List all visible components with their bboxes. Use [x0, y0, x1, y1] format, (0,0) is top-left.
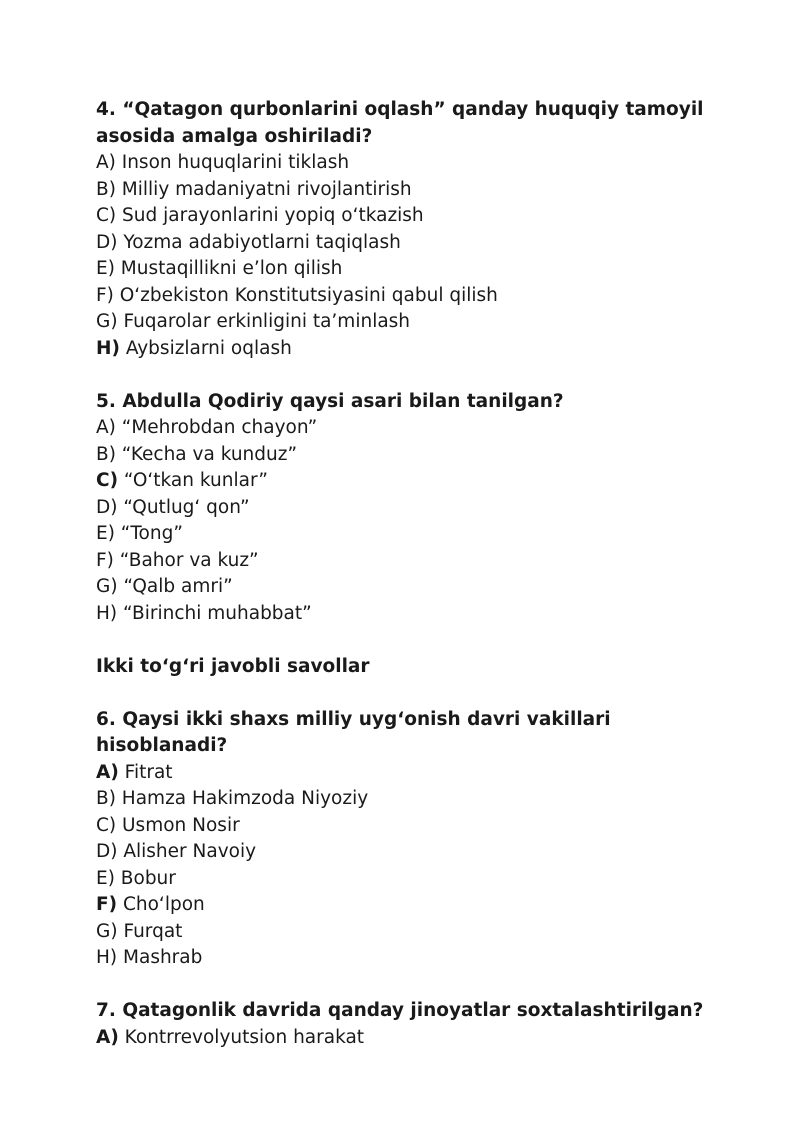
- option-letter: C): [96, 814, 117, 836]
- question-block: [96, 707, 736, 972]
- correct-option-letter: F): [96, 894, 118, 915]
- answer-option: [96, 919, 736, 946]
- section-heading: Ikki to‘g‘ri javobli savollar: [96, 655, 370, 677]
- option-text: Fitrat: [118, 761, 173, 783]
- option-letter: F): [96, 549, 114, 571]
- answer-option: [96, 521, 736, 548]
- answer-option: [96, 415, 736, 442]
- option-letter: B): [96, 443, 116, 465]
- question-title: 4. “Qatagon qurbonlarini oqlash” qanday huquqiy tamoyil asosida amalga oshiriladi?: [96, 99, 704, 147]
- option-text: “Qalb amri”: [117, 576, 233, 597]
- question-block: [96, 389, 736, 628]
- question-block: [96, 998, 736, 1051]
- option-letter: E): [96, 867, 115, 889]
- question-title: 6. Qaysi ikki shaxs milliy uyg‘onish davri vakillari hisoblanadi?: [96, 708, 611, 756]
- option-letter: E): [96, 523, 115, 544]
- answer-option: [96, 468, 736, 495]
- answer-option: [96, 839, 736, 866]
- spacer: [96, 680, 736, 707]
- answer-option: [96, 256, 736, 283]
- answer-option: [96, 1025, 736, 1052]
- option-text: “O‘tkan kunlar”: [118, 470, 268, 491]
- option-letter: H): [96, 947, 118, 968]
- option-letter: G): [96, 576, 118, 597]
- correct-option-letter: A): [96, 761, 119, 783]
- answer-option: [96, 548, 736, 575]
- option-text: “Birinchi muhabbat”: [117, 602, 312, 624]
- option-letter: C): [96, 205, 117, 226]
- answer-option: [96, 150, 736, 177]
- option-letter: G): [96, 311, 118, 332]
- answer-option: [96, 813, 736, 840]
- spacer: [96, 972, 736, 999]
- question-group-single-answer: [96, 97, 736, 627]
- option-text: Usmon Nosir: [116, 814, 240, 836]
- answer-option: [96, 177, 736, 204]
- answer-option: [96, 601, 736, 628]
- answer-option: [96, 230, 736, 257]
- option-letter: A): [96, 152, 116, 173]
- correct-option-letter: C): [96, 470, 119, 491]
- answer-option: [96, 495, 736, 522]
- spacer: [96, 362, 736, 389]
- option-text: Milliy madaniyatni rivojlantirish: [115, 178, 412, 200]
- option-text: O‘zbekiston Konstitutsiyasini qabul qilish: [113, 284, 498, 306]
- option-letter: D): [96, 841, 118, 862]
- option-text: Sud jarayonlarini yopiq o‘tkazish: [116, 205, 424, 226]
- answer-option: [96, 945, 736, 972]
- option-text: Inson huquqlarini tiklash: [115, 152, 350, 173]
- question-title: 7. Qatagonlik davrida qanday jinoyatlar soxtalashtirilgan?: [96, 1000, 704, 1021]
- answer-option: [96, 336, 736, 363]
- option-text: Mustaqillikni e’lon qilish: [114, 258, 343, 279]
- answer-option: [96, 442, 736, 469]
- option-text: “Bahor va kuz”: [113, 549, 259, 571]
- question-group-two-answers: [96, 707, 736, 1052]
- option-letter: A): [96, 417, 116, 438]
- option-letter: H): [96, 602, 118, 624]
- question-title: 5. Abdulla Qodiriy qaysi asari bilan tanilgan?: [96, 390, 564, 412]
- answer-option: [96, 786, 736, 813]
- option-letter: D): [96, 231, 118, 253]
- answer-option: [96, 866, 736, 893]
- option-letter: B): [96, 788, 116, 809]
- answer-option: [96, 203, 736, 230]
- correct-option-letter: H): [96, 337, 120, 359]
- option-text: Kontrrevolyutsion harakat: [118, 1026, 365, 1048]
- option-text: “Tong”: [114, 523, 183, 544]
- question-block: [96, 97, 736, 362]
- option-text: Furqat: [117, 920, 183, 942]
- spacer: [96, 627, 736, 654]
- option-letter: E): [96, 258, 115, 279]
- option-text: “Mehrobdan chayon”: [115, 417, 318, 438]
- answer-option: [96, 309, 736, 336]
- answer-option: [96, 892, 736, 919]
- option-text: “Qutlug‘ qon”: [117, 496, 250, 518]
- option-letter: D): [96, 496, 118, 518]
- answer-option: [96, 760, 736, 787]
- option-text: Cho‘lpon: [117, 894, 205, 915]
- option-text: “Kecha va kunduz”: [115, 443, 298, 465]
- answer-option: [96, 283, 736, 310]
- option-text: Hamza Hakimzoda Niyoziy: [115, 788, 369, 809]
- option-text: Fuqarolar erkinligini ta’minlash: [117, 311, 411, 332]
- correct-option-letter: A): [96, 1026, 119, 1048]
- option-letter: B): [96, 178, 116, 200]
- document-page: [96, 97, 736, 1051]
- option-text: Yozma adabiyotlarni taqiqlash: [117, 231, 401, 253]
- option-text: Bobur: [114, 867, 176, 889]
- option-text: Alisher Navoiy: [117, 841, 257, 862]
- answer-option: [96, 574, 736, 601]
- option-text: Mashrab: [117, 947, 203, 968]
- option-letter: F): [96, 284, 114, 306]
- option-text: Aybsizlarni oqlash: [119, 337, 292, 359]
- option-letter: G): [96, 920, 118, 942]
